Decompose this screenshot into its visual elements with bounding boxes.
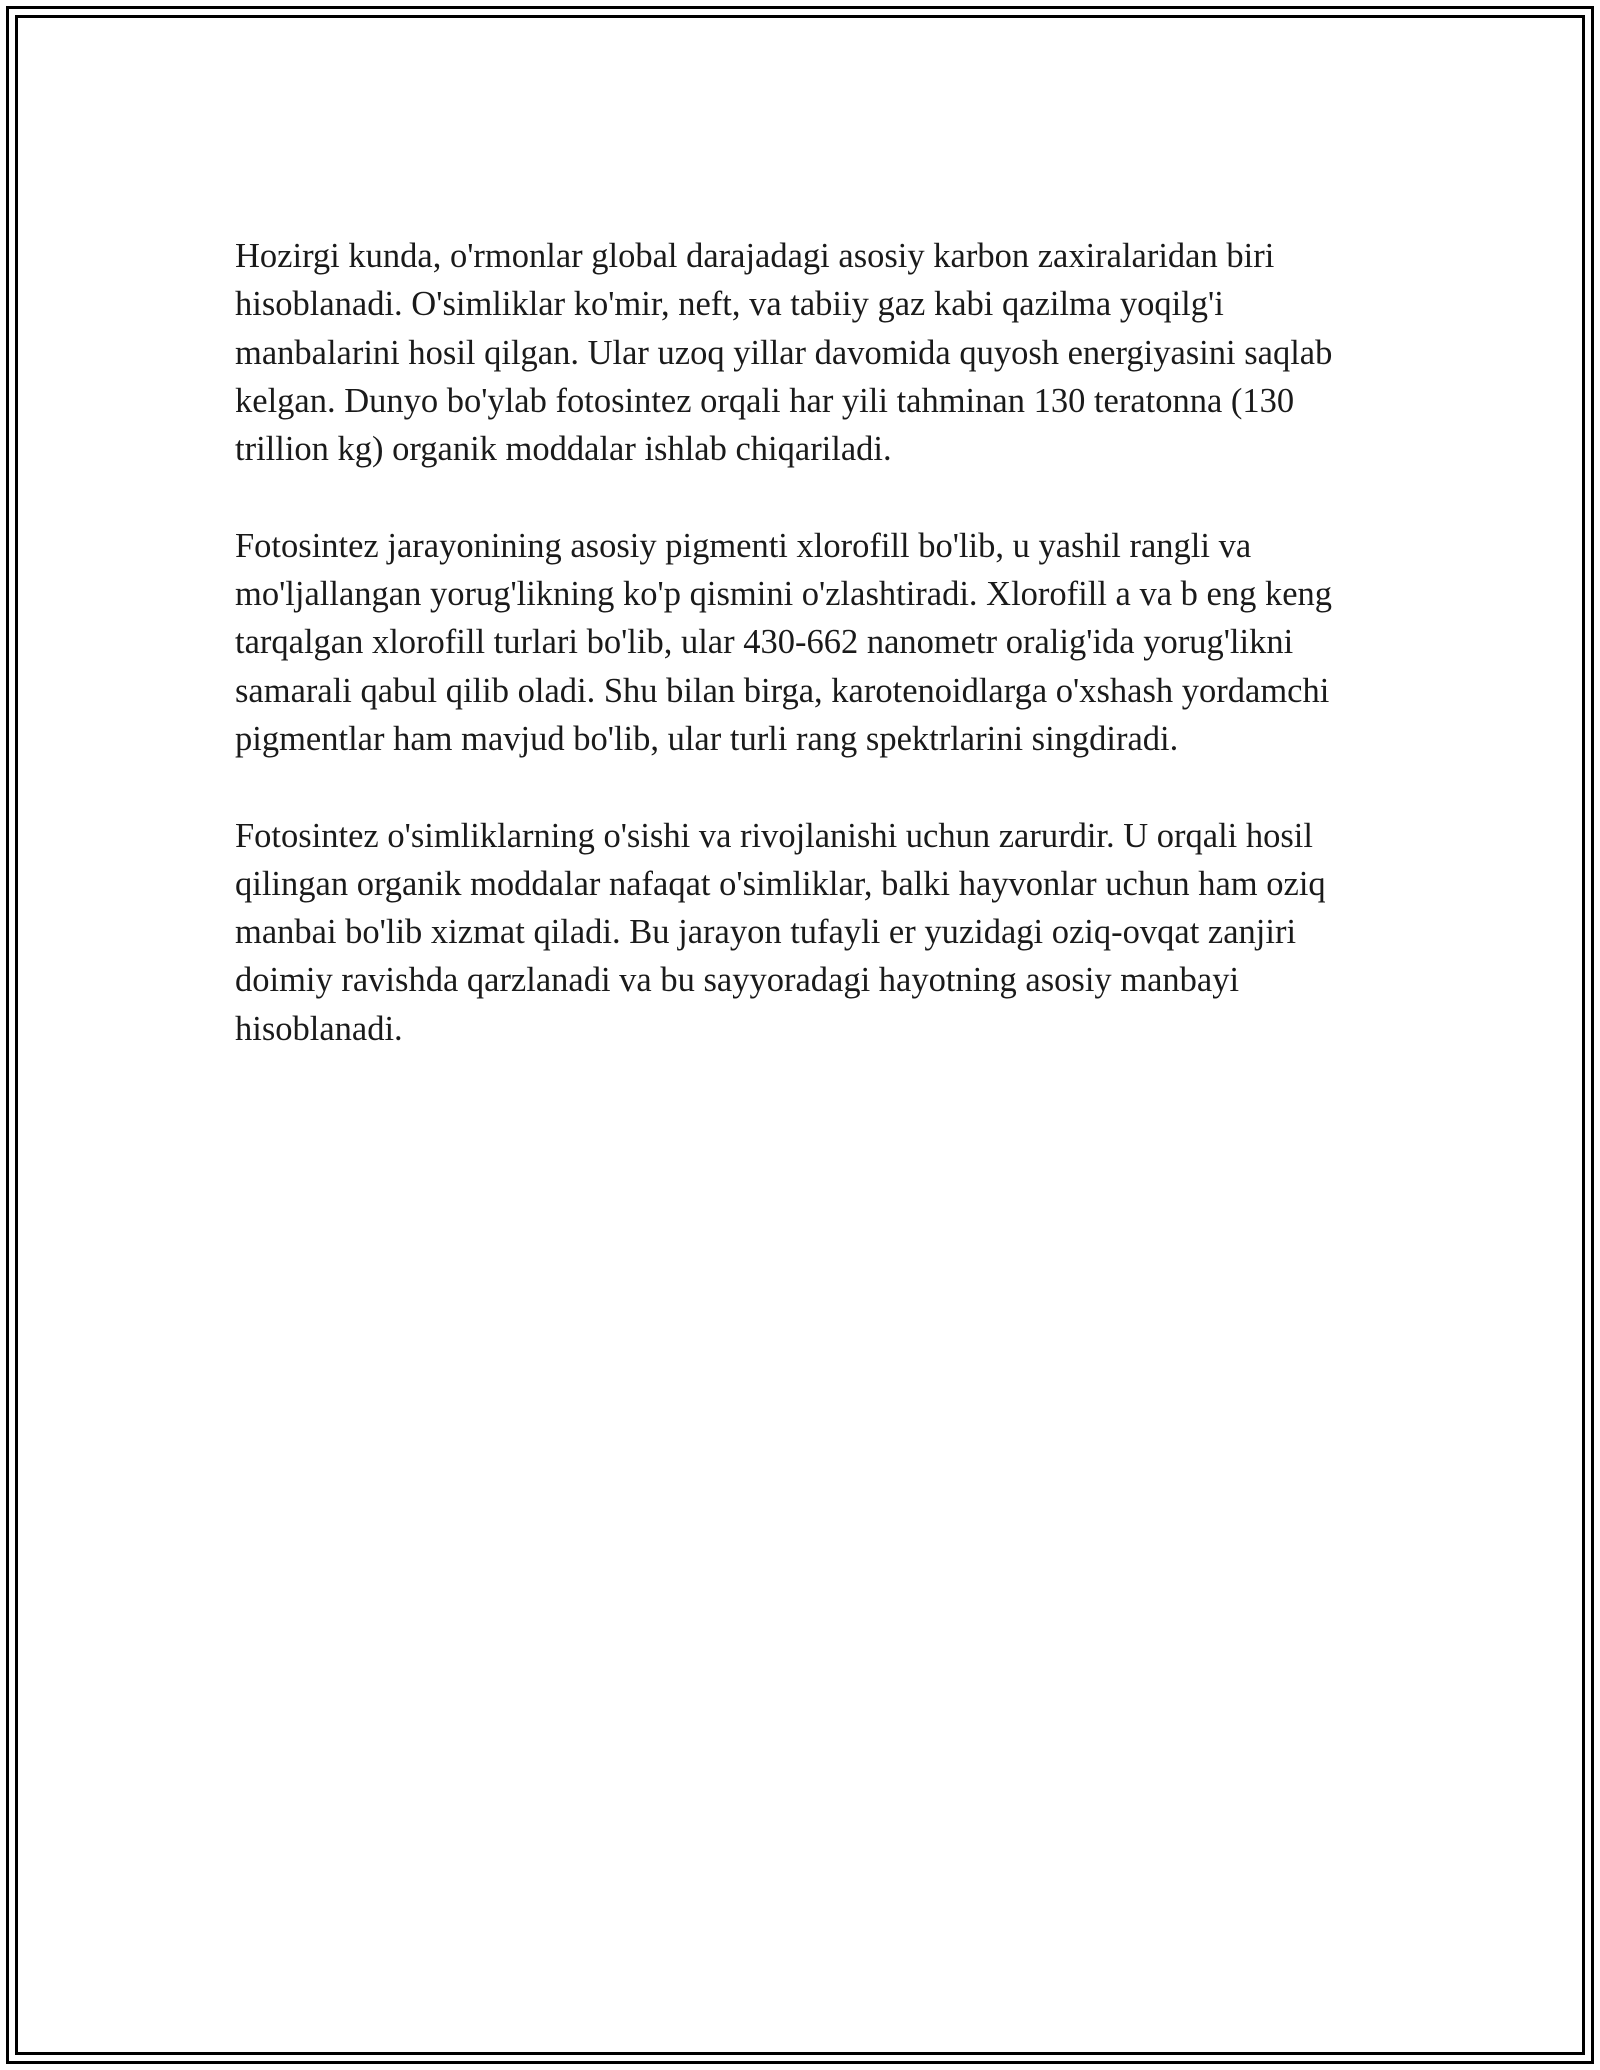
document-body — [235, 232, 1370, 1101]
paragraph-food-chain: Fotosintez o'simliklarning o'sishi va rivojlanishi uchun zarurdir. U orqali hosil qilingan organik moddalar nafaqat o'simliklar, balki hayvonlar uchun ham oziq manbai bo'lib xizmat qiladi. Bu jarayon tufayli er yuzidagi oziq-ovqat zanjiri doimiy ravishda qarzlanadi va bu sayyoradagi hayotning asosiy manbayi hisoblanadi. — [235, 816, 1326, 1048]
paragraph-chlorophyll: Fotosintez jarayonining asosiy pigmenti xlorofill bo'lib, u yashil rangli va mo'ljallangan yorug'likning ko'p qismini o'zlashtiradi. Xlorofill a va b eng keng tarqalgan xlorofill turlari bo'lib, ular 430-662 nanometr oralig'ida yorug'likni samarali qabul qilib oladi. Shu bilan birga, karotenoidlarga o'xshash yordamchi pigmentlar ham mavjud bo'lib, ular turli rang spektrlarini singdiradi. — [235, 526, 1333, 758]
paragraph-carbon-reserves: Hozirgi kunda, o'rmonlar global darajadagi asosiy karbon zaxiralaridan biri hisoblanadi. O'simliklar ko'mir, neft, va tabiiy gaz kabi qazilma yoqilg'i manbalarini hosil qilgan. Ular uzoq yillar davomida quyosh energiyasini saqlab kelgan. Dunyo bo'ylab fotosintez orqali har yili tahminan 130 teratonna (130 trillion kg) organik moddalar ishlab chiqariladi. — [235, 237, 1333, 469]
